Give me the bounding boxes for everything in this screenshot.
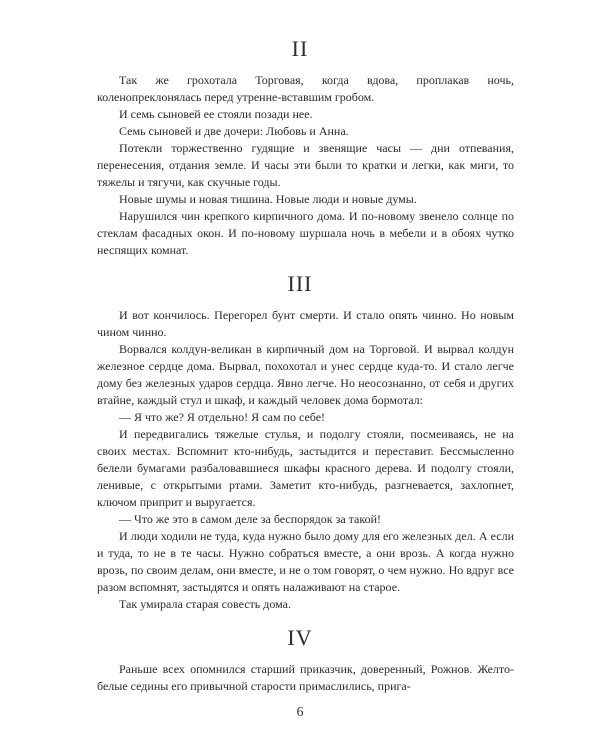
paragraph: Нарушился чин крепкого кирпичного дома. И по-новому звенело солнце по стеклам фасадных окон. И по-новому шуршала ночь в мебели и в обоях чутко неспящих комнат. bbox=[97, 209, 514, 257]
section-heading-iv: IV bbox=[287, 625, 313, 650]
paragraph: И семь сыновей ее стояли позади нее. bbox=[119, 107, 313, 121]
paragraph: Раньше всех опомнился старший приказчик, доверенный, Рожнов. Желто-белые седины его привычной старости примаслились, прига- bbox=[97, 662, 514, 693]
paragraph: — Что же это в самом деле за беспорядок за такой! bbox=[119, 512, 382, 526]
section-heading-ii: II bbox=[291, 36, 309, 61]
paragraph: Новые шумы и новая тишина. Новые люди и новые думы. bbox=[119, 192, 417, 206]
page-number: 6 bbox=[296, 705, 304, 720]
paragraph: И люди ходили не туда, куда нужно было дому для его железных дел. А если и туда, то не в те часы. Нужно собраться вместе, а они врозь. А когда нужно врозь, по своим делам, они вместе, и не о том говорят, о чем нужно. Но вдруг все разом вспомнят, застыдятся и опять налаживают на старое. bbox=[97, 529, 514, 594]
paragraph: Так же грохотала Торговая, когда вдова, проплакав ночь, коленопреклонялась перед утренне-вставшим гробом. bbox=[97, 73, 514, 104]
paragraph: — Я что же? Я отдельно! Я сам по себе! bbox=[119, 410, 326, 424]
paragraph: И вот кончилось. Перегорел бунт смерти. И стало опять чинно. Но новым чином чинно. bbox=[97, 308, 514, 339]
paragraph: Ворвался колдун-великан в кирпичный дом на Торговой. И вырвал колдун железное сердце дома. Вырвал, похохотал и унес сердце куда-то. И стало легче дому без железных ударов сердца. Явно легче. Но неосознанно, от себя и других втайне, каждый стул и шкаф, и каждый человек дома бормотал: bbox=[97, 342, 514, 407]
paragraph: Так умирала старая совесть дома. bbox=[119, 597, 291, 611]
paragraph: Потекли торжественно гудящие и звенящие часы — дни отпевания, перенесения, отдания земле. И часы эти были то кратки и легки, как миги, то тяжелы и тягучи, как скучные годы. bbox=[97, 141, 514, 189]
paragraph: И передвигались тяжелые стулья, и подолгу стояли, посмеиваясь, не на своих местах. Вспомнит кто-нибудь, застыдится и переставит. Бессмысленно белели бумагами разбаловавшиеся шкафы красного дерева. И подолгу стояли, ленивые, с открытыми ртами. Заметит кто-нибудь, разгневается, захлопнет, ключом приприт и выругается. bbox=[97, 427, 514, 509]
section-heading-iii: III bbox=[287, 271, 313, 296]
paragraph: Семь сыновей и две дочери: Любовь и Анна. bbox=[119, 124, 349, 138]
